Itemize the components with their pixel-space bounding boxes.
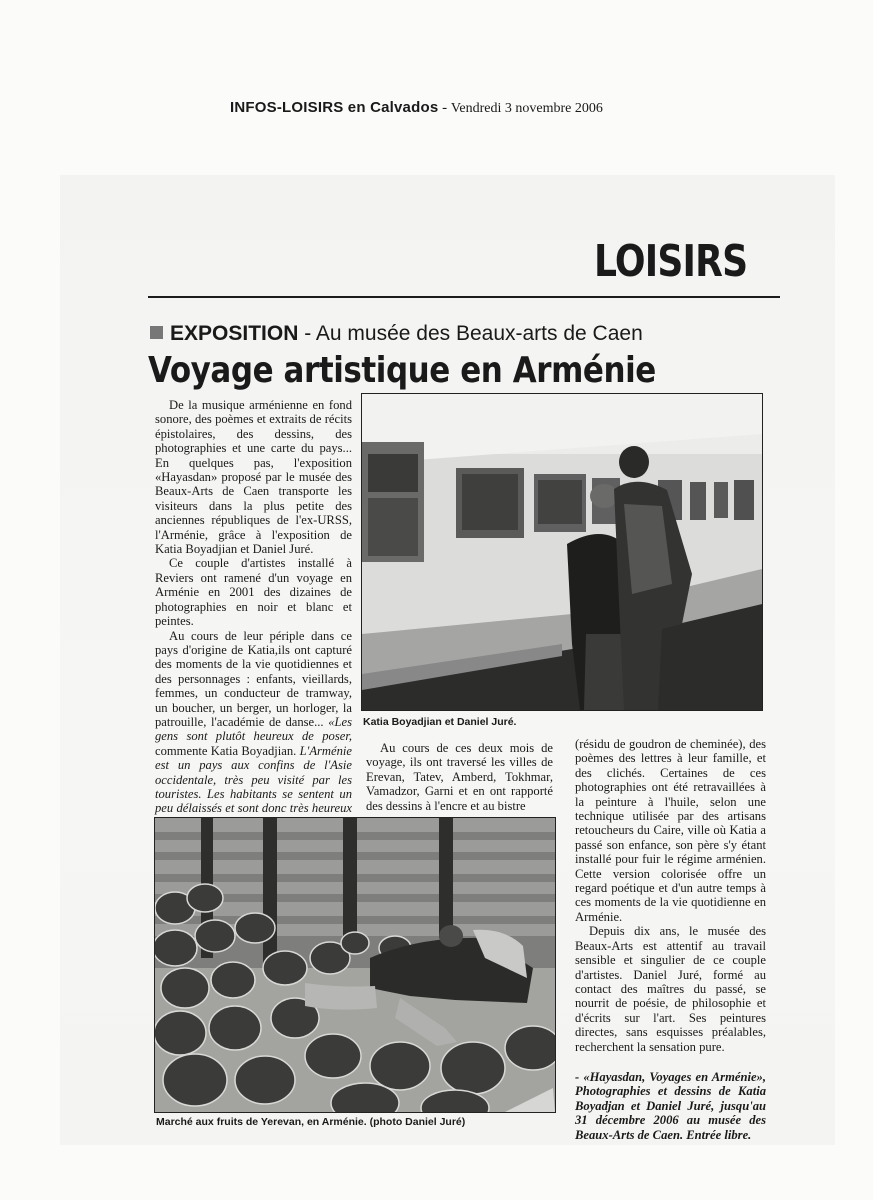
publication-name: INFOS-LOISIRS en Calvados	[230, 99, 439, 116]
quote: L'Arménie est un pays aux confins de l'Asie occidentale, très peu visité par les touristes. Les habitants se sentent un peu délaissés et sont donc très heureux	[155, 743, 352, 816]
photo-caption: Marché aux fruits de Yerevan, en Arménie. (photo Daniel Juré)	[156, 1116, 466, 1128]
paragraph: Ce couple d'artistes installé à Reviers ont ramené d'un voyage en Arménie en 2001 des dizaines de photographies en noir et blanc et peintes.	[155, 556, 352, 629]
article-column-1	[155, 398, 352, 830]
section-rule	[148, 296, 780, 298]
paragraph: De la musique arménienne en fond sonore, des poèmes et extraits de récits épistolaires, des dessins, des photographies et une carte du pays... En quelques pas, l'exposition «Hayasdan» proposé par le musée des Beaux-Arts de Caen transporte les visiteurs dans la plus petite des anciennes républiques de l'ex-URSS, l'Arménie, grâce à l'exposition de Katia Boyadjian et Daniel Juré.	[155, 398, 352, 557]
paragraph: Au cours de ces deux mois de voyage, ils ont traversé les villes de Erevan, Tatev, Amberd, Tokhmar, Vamadzor, Garni et en ont rapporté des dessins à l'encre et au bistre	[366, 741, 553, 813]
photo-exhibition	[361, 393, 763, 711]
article-column-3	[575, 737, 766, 1142]
quote: «Les gens sont plutôt heureux de poser,	[155, 714, 352, 744]
article-column-2	[366, 741, 553, 813]
paragraph: Depuis dix ans, le musée des Beaux-Arts est attentif au travail sensible et singulier de ce couple d'artistes. Daniel Juré, formé au contact des maîtres du passé, se nourrit de poésie, de philosophie et d'écrits sur l'art. Ses peintures directes, sans esquisses préalables, recherchent la sensation pure.	[575, 924, 766, 1054]
paragraph-text: Au cours de leur périple dans ce pays d'origine de Katia,ils ont capturé des moments de la vie quotidiennes et des personnages : enfants, vieillards, femmes, un conducteur de tramway, un boucher, un berger, un horloger, la patrouille, l'académie de danse...	[155, 628, 352, 729]
headline: Voyage artistique en Arménie	[148, 350, 656, 391]
kicker-separator: -	[304, 322, 312, 345]
kicker-square-icon	[150, 326, 163, 339]
publication-date: Vendredi 3 novembre 2006	[450, 101, 603, 116]
running-head-separator: -	[442, 100, 448, 116]
paragraph	[155, 629, 352, 831]
running-head	[230, 99, 603, 117]
photo-watermelon-market	[154, 817, 556, 1113]
photo-caption: Katia Boyadjian et Daniel Juré.	[363, 716, 517, 728]
section-title: LOISIRS	[594, 236, 748, 287]
kicker	[150, 322, 643, 346]
kicker-label: EXPOSITION	[170, 322, 299, 345]
quote-attribution: commente Katia Boyadjian.	[155, 743, 297, 758]
paragraph: (résidu de goudron de cheminée), des poèmes des lettres à leur famille, et des clichés. Certaines de ces photographies ont été retravaillées à la peinture à l'huile, selon une technique utilisée par des artisans retoucheurs du Caire, ville où Katia a passé son enfance, son père s'y étant installé pour fuir le régime arménien. Cette version colorisée offre un regard poétique et d'un autre temps à ces moments de la vie quotidienne en Arménie.	[575, 737, 766, 924]
exhibition-info: - «Hayasdan, Voyages en Arménie», Photographies et dessins de Katia Boyadjan et Daniel Juré, jusqu'au 31 décembre 2006 au musée des Beaux-Arts de Caen. Entrée libre.	[575, 1069, 766, 1142]
exhibition-photo-image	[362, 394, 762, 710]
watermelon-photo-image	[155, 818, 555, 1112]
kicker-text: Au musée des Beaux-arts de Caen	[315, 322, 643, 345]
